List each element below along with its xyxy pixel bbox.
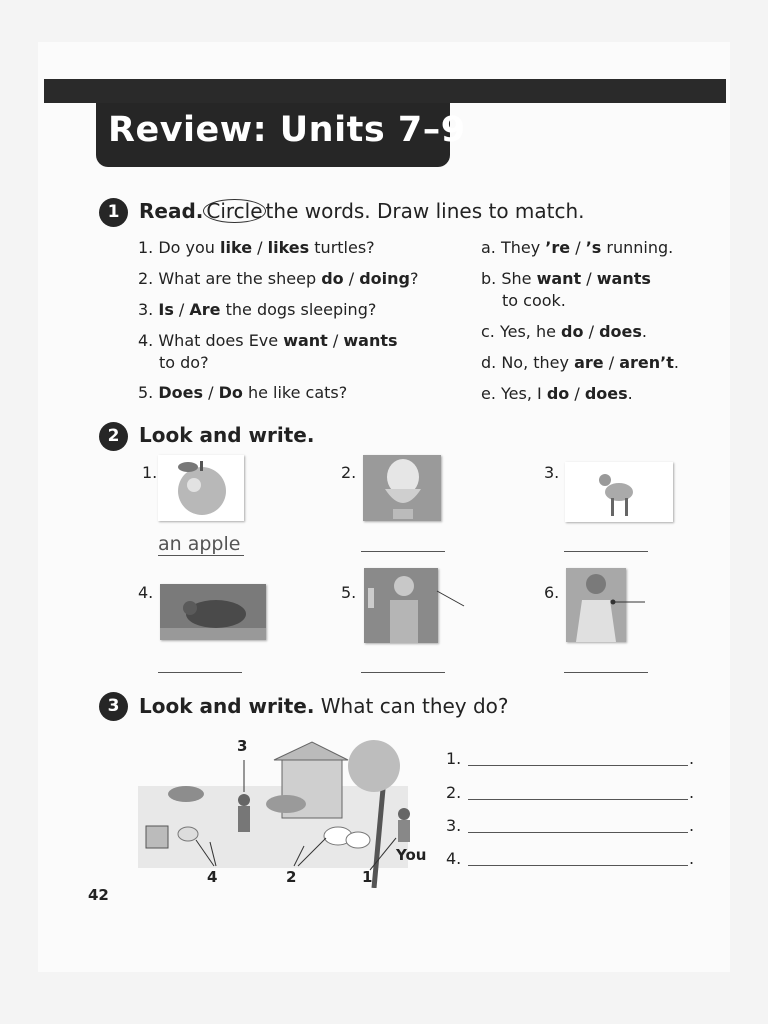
question-4 — [138, 330, 398, 374]
question-continuation: to do? — [159, 353, 209, 372]
question-5 — [138, 382, 347, 404]
exercise-3-number: 3 — [99, 692, 128, 721]
answer-5 — [481, 383, 633, 405]
question-slash: / — [252, 238, 268, 257]
answer-write-line[interactable] — [468, 865, 688, 866]
question-option-a[interactable]: Does — [158, 383, 204, 402]
write-line-period: . — [689, 749, 695, 768]
write-line-1[interactable] — [158, 555, 244, 556]
write-line-label: 4. — [446, 849, 462, 868]
exercise-1-heading — [139, 199, 585, 223]
question-option-b[interactable]: wants — [343, 331, 398, 350]
question-slash: / — [327, 331, 344, 350]
answer-slash: / — [603, 353, 620, 372]
answer-text: e. Yes, I — [481, 384, 547, 403]
question-option-a[interactable]: want — [283, 331, 328, 350]
answer-write-line[interactable] — [468, 832, 688, 833]
write-line-period: . — [689, 849, 695, 868]
question-text-end: he like cats? — [242, 383, 348, 402]
question-option-a[interactable]: do — [321, 269, 344, 288]
answer-option-b[interactable]: does — [584, 384, 628, 403]
answer-slash: / — [569, 384, 585, 403]
pointer-line-6 — [610, 598, 646, 606]
question-option-b[interactable]: Do — [218, 383, 243, 402]
goat-image — [565, 462, 673, 522]
answer-option-b[interactable]: does — [599, 322, 642, 341]
exercise-1-heading-rest: the words. Draw lines to match. — [265, 199, 585, 223]
header-bar — [44, 79, 726, 103]
scene-label-3: 3 — [237, 737, 248, 755]
question-text: 2. What are the sheep — [138, 269, 322, 288]
exercise-2-number: 2 — [99, 422, 128, 451]
write-line-label: 1. — [446, 749, 462, 768]
question-text-end: the dogs sleeping? — [220, 300, 377, 319]
ex2-label-4: 4. — [138, 583, 154, 602]
answer-option-a[interactable]: do — [546, 384, 570, 403]
answer-option-b[interactable]: aren’t — [619, 353, 674, 372]
question-option-b[interactable]: doing — [359, 269, 410, 288]
answer-option-a[interactable]: want — [536, 269, 582, 288]
write-line-5[interactable] — [361, 672, 445, 673]
answer-1-handwritten: an apple — [158, 533, 241, 555]
answer-2 — [481, 268, 651, 312]
answer-3 — [481, 321, 647, 343]
question-option-b[interactable]: Are — [189, 300, 221, 319]
question-text: 5. — [138, 383, 159, 402]
answer-text: c. Yes, he — [481, 322, 562, 341]
answer-text-end: . — [627, 384, 633, 403]
question-text: 1. Do you — [138, 238, 221, 257]
turtle-image — [160, 584, 266, 640]
answer-option-a[interactable]: do — [561, 322, 584, 341]
answer-text-end: running. — [601, 238, 674, 257]
question-slash: / — [203, 383, 219, 402]
answer-write-line[interactable] — [468, 765, 688, 766]
question-slash: / — [343, 269, 360, 288]
question-text: 4. What does Eve — [138, 331, 284, 350]
ex2-label-3: 3. — [544, 463, 560, 482]
ex2-label-1: 1. — [142, 463, 158, 482]
egg-cup-image — [363, 455, 441, 521]
question-option-b[interactable]: likes — [267, 238, 310, 257]
answer-write-line[interactable] — [468, 799, 688, 800]
question-2 — [138, 268, 418, 290]
answer-text-end: . — [641, 322, 647, 341]
write-line-period: . — [689, 816, 695, 835]
answer-continuation: to cook. — [502, 291, 566, 310]
answer-option-a[interactable]: ’re — [545, 238, 571, 257]
answer-text: a. They — [481, 238, 546, 257]
exercise-3-heading-rest: What can they do? — [320, 694, 509, 718]
question-option-a[interactable]: like — [220, 238, 253, 257]
answer-option-b[interactable]: wants — [596, 269, 651, 288]
question-1 — [138, 237, 375, 259]
answer-4 — [481, 352, 679, 374]
exercise-1-number: 1 — [99, 198, 128, 227]
page-title: Review: Units 7–9 — [108, 110, 466, 150]
question-text-end: ? — [409, 269, 419, 288]
question-text-end: turtles? — [309, 238, 375, 257]
exercise-1-heading-bold: Read. — [139, 199, 204, 223]
answer-slash: / — [570, 238, 586, 257]
answer-slash: / — [581, 269, 597, 288]
ex2-label-5: 5. — [341, 583, 357, 602]
question-3 — [138, 299, 376, 321]
answer-1 — [481, 237, 673, 259]
answer-option-a[interactable]: are — [574, 353, 604, 372]
question-text: 3. — [138, 300, 159, 319]
answer-text: d. No, they — [481, 353, 575, 372]
exercise-2-heading: Look and write. — [139, 423, 315, 447]
boy-image — [364, 568, 438, 643]
write-line-label: 3. — [446, 816, 462, 835]
page-number: 42 — [88, 886, 109, 904]
write-line-label: 2. — [446, 783, 462, 802]
pointer-line-5 — [436, 590, 468, 610]
write-line-4[interactable] — [158, 672, 242, 673]
write-line-2[interactable] — [361, 551, 445, 552]
ex2-label-2: 2. — [341, 463, 357, 482]
ex2-label-6: 6. — [544, 583, 560, 602]
answer-text: b. She — [481, 269, 537, 288]
scene-label-you: You — [396, 846, 427, 864]
circle-word: Circle — [203, 199, 265, 223]
apple-image — [158, 455, 244, 521]
question-slash: / — [173, 300, 190, 319]
farm-scene-illustration — [134, 738, 430, 888]
question-option-a[interactable]: Is — [158, 300, 174, 319]
write-line-6[interactable] — [564, 672, 648, 673]
exercise-3-heading-bold: Look and write. — [139, 694, 315, 718]
scene-label-2: 2 — [286, 868, 297, 886]
write-line-period: . — [689, 783, 695, 802]
answer-option-b[interactable]: ’s — [585, 238, 602, 257]
scene-label-1: 1 — [362, 868, 373, 886]
scene-label-4: 4 — [207, 868, 218, 886]
answer-text-end: . — [673, 353, 679, 372]
write-line-3[interactable] — [564, 551, 648, 552]
answer-slash: / — [583, 322, 600, 341]
exercise-3-heading — [139, 694, 509, 718]
